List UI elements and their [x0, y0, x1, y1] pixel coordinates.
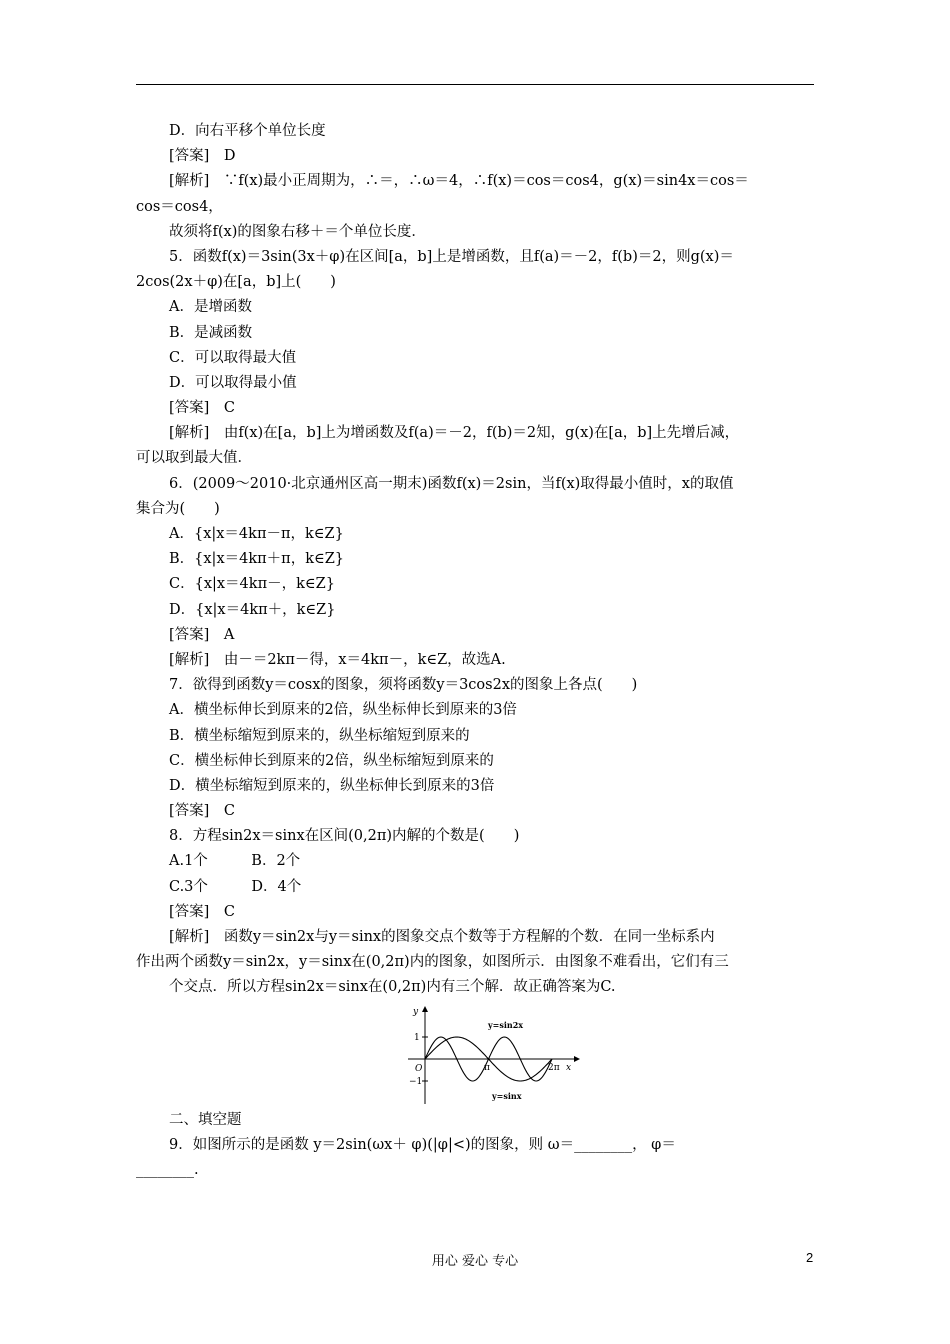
text-line: 可以取到最大值．: [136, 450, 252, 467]
text-line: 二、填空题: [169, 1112, 242, 1128]
text-line: [答案] C: [169, 803, 235, 820]
two-pi-label: 2π: [548, 1063, 560, 1073]
text-line: 7．欲得到函数y＝cosx的图象，须将函数y＝3cos2x的图象上各点( ): [169, 677, 638, 694]
text-line: C．可以取得最大值: [169, 349, 297, 366]
text-line: C．横坐标伸长到原来的2倍，纵坐标缩短到原来的: [169, 752, 494, 769]
text-line: D．{x|x＝4kπ＋，k∈Z}: [169, 601, 336, 618]
origin-label: O: [415, 1064, 423, 1074]
text-line: 作出两个函数y＝sin2x，y＝sinx在(0,2π)内的图象，如图所示．由图象不难看出，它们有三: [136, 954, 729, 971]
text-line: [解析] 函数y＝sin2x与y＝sinx的图象交点个数等于方程解的个数．在同一坐标系内: [169, 929, 715, 945]
header-rule: [136, 84, 814, 85]
text-line: A.1个 B．2个: [169, 853, 301, 870]
y-axis-arrow: [422, 1006, 428, 1012]
sin2x-label: y=sin2x: [488, 1020, 524, 1030]
text-line: [答案] D: [169, 148, 236, 165]
text-line: [答案] C: [169, 400, 235, 417]
text-line: 2cos(2x＋φ)在[a，b]上( ): [136, 274, 336, 291]
text-line: 9．如图所示的是函数 y＝2sin(ωx＋ φ)(|φ|<)的图象，则 ω＝________， φ＝: [169, 1137, 676, 1154]
x-axis-label: x: [566, 1063, 572, 1073]
sine-graph-figure: [404, 1004, 582, 1108]
y-axis-label: y: [413, 1007, 419, 1017]
text-line: A．横坐标伸长到原来的2倍，纵坐标伸长到原来的3倍: [169, 702, 517, 719]
text-line: 5．函数f(x)＝3sin(3x＋φ)在区间[a，b]上是增函数，且f(a)＝－2，f(b)＝2，则g(x)＝: [169, 248, 734, 265]
document-body-continued: [136, 1108, 814, 1184]
text-line: B．{x|x＝4kπ＋π，k∈Z}: [169, 551, 345, 568]
page-footer: 用心 爱心 专心: [431, 1254, 519, 1269]
text-line: B．是减函数: [169, 324, 253, 341]
text-line: D．向右平移个单位长度: [169, 123, 326, 139]
text-line: A．{x|x＝4kπ－π，k∈Z}: [169, 526, 344, 542]
text-line: C．{x|x＝4kπ－，k∈Z}: [169, 576, 335, 593]
text-line: C.3个 D．4个: [169, 878, 302, 895]
text-line: [答案] A: [169, 626, 235, 643]
pi-label: π: [484, 1063, 490, 1073]
text-line: [解析] 由f(x)在[a，b]上为增函数及f(a)＝－2，f(b)＝2知，g(x)在[a，b]上先增后减，: [169, 425, 740, 442]
text-line: D．横坐标缩短到原来的，纵坐标伸长到原来的3倍: [169, 777, 495, 794]
neg-one-label: −1: [409, 1077, 423, 1087]
text-line: 6．(2009～2010·北京通州区高一期末)函数f(x)＝2sin，当f(x)取得最小值时，x的取值: [169, 475, 734, 492]
text-line: [答案] C: [169, 903, 235, 920]
text-line: ________.: [136, 1162, 199, 1179]
text-line: D．可以取得最小值: [169, 374, 297, 391]
page-number: 2: [806, 1250, 814, 1265]
document-body: [136, 119, 814, 1001]
text-line: B．横坐标缩短到原来的，纵坐标缩短到原来的: [169, 727, 470, 744]
x-axis-arrow: [574, 1056, 580, 1062]
one-label: 1: [414, 1033, 420, 1043]
text-line: A．是增函数: [169, 299, 252, 316]
text-line: cos＝cos4，: [136, 198, 223, 215]
sinx-label: y=sinx: [492, 1091, 522, 1101]
text-line: [解析] ∵f(x)最小正周期为，∴＝，∴ω＝4，∴f(x)＝cos＝cos4，g(x)＝sin4x＝cos＝: [169, 173, 749, 190]
text-line: [解析] 由－＝2kπ－得，x＝4kπ－，k∈Z，故选A.: [169, 651, 506, 668]
text-line: 8．方程sin2x＝sinx在区间(0,2π)内解的个数是( ): [169, 828, 520, 845]
text-line: 故须将f(x)的图象右移＋＝个单位长度．: [169, 223, 426, 240]
text-line: 集合为( ): [136, 500, 220, 517]
text-line: 个交点．所以方程sin2x＝sinx在(0,2π)内有三个解．故正确答案为C.: [169, 979, 616, 996]
